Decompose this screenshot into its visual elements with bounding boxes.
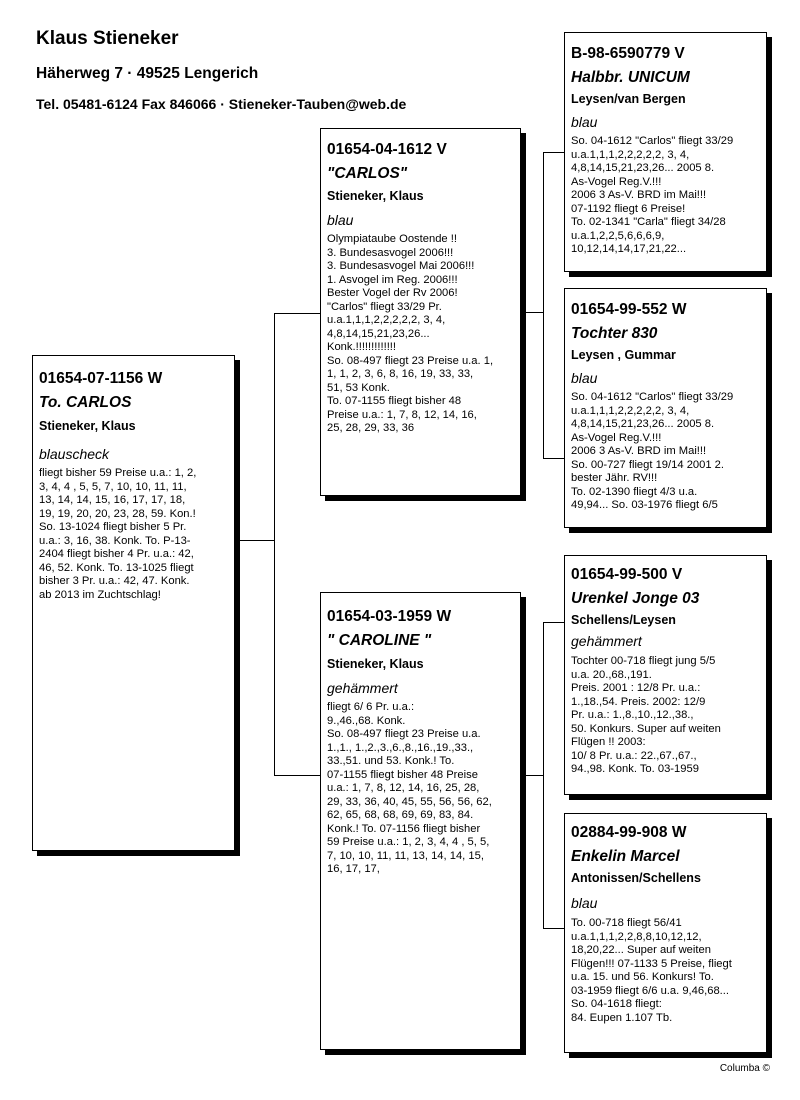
connector-mother-grandparents-vertical <box>543 622 544 929</box>
pigeon-name: Enkelin Marcel <box>571 848 680 865</box>
fathers-mother-card <box>564 288 767 528</box>
ring-number: 01654-99-500 V <box>571 566 683 583</box>
connector-mother-stub <box>521 775 543 776</box>
pigeon-color: blau <box>571 895 598 911</box>
pigeon-performance: Olympiataube Oostende !! 3. Bundesasvogel 2006!!! 3. Bundesasvogel Mai 2006!!! 1. Asvogel im Reg. 2006!!! Bester Vogel der Rv 2006! "Carlos" fliegt 33/29 Pr. u.a.1,1,1,2,2,2,2,2, 3, 4, 4,8,14,15,21,23,26... Konk.!!!!!!!!!!!!! So. 08-497 fliegt 23 Preise u.a. 1, 1, 1, 2, 3, 6, 8, 16, 19, 33, 33, 51, 53 Konk. To. 07-1155 fliegt bisher 48 Preise u.a.: 1, 7, 8, 12, 14, 16, 25, 28, 29, 33, 36 <box>327 233 494 434</box>
pigeon-owner: Stieneker, Klaus <box>327 189 424 203</box>
breeder-name: Klaus Stieneker <box>36 28 179 49</box>
pigeon-name: Halbbr. UNICUM <box>571 69 690 86</box>
connector-main-horizontal <box>235 540 275 541</box>
pigeon-performance: To. 00-718 fliegt 56/41 u.a.1,1,1,2,2,8,8,10,12,12, 18,20,22... Super auf weiten Flügen!!! 07-1133 5 Preise, fliegt u.a. 15. und 56. Konkurs! To. 03-1959 fliegt 6/6 u.a. 9,46,68... So. 04-1618 fliegt: 84. Eupen 1.107 Tb. <box>571 917 732 1024</box>
connector-mm-horizontal <box>543 928 564 929</box>
pigeon-performance: So. 04-1612 "Carlos" fliegt 33/29 u.a.1,1,1,2,2,2,2,2, 3, 4, 4,8,14,15,21,23,26... 2005 8. As-Vogel Reg.V.!!! 2006 3 As-V. BRD im Mai!!! So. 00-727 fliegt 19/14 2001 2. bester Jähr. RV!!! To. 02-1390 fliegt 4/3 u.a. 49,94... So. 03-1976 fliegt 6/5 <box>571 391 734 511</box>
pigeon-color: gehämmert <box>571 633 642 649</box>
ring-number: 01654-07-1156 W <box>39 370 163 387</box>
connector-father-grandparents-vertical <box>543 152 544 458</box>
connector-ff-horizontal <box>543 152 564 153</box>
ring-number: 02884-99-908 W <box>571 824 687 841</box>
connector-father-horizontal <box>274 313 320 314</box>
pigeon-name: Tochter 830 <box>571 325 658 342</box>
ring-number: B-98-6590779 V <box>571 45 685 62</box>
pigeon-color: blau <box>571 114 598 130</box>
ring-number: 01654-04-1612 V <box>327 141 447 158</box>
pigeon-performance: fliegt bisher 59 Preise u.a.: 1, 2, 3, 4, 4 , 5, 5, 7, 10, 10, 11, 11, 13, 14, 14, 15, 16, 17, 17, 18, 19, 19, 20, 20, 23, 28, 59. Kon.! So. 13-1024 fliegt bisher 5 Pr. u.a.: 3, 16, 38. Konk. To. P-13- 2404 fliegt bisher 4 Pr. u.a.: 42, 46, 52. Konk. To. 13-1025 fliegt bisher 3 Pr. u.a.: 42, 47. Konk. ab 2013 im Zuchtschlag! <box>39 467 197 601</box>
pigeon-color: blau <box>327 212 354 228</box>
connector-mother-horizontal <box>274 775 320 776</box>
pigeon-name: "CARLOS" <box>327 165 408 182</box>
pigeon-color: blau <box>571 370 598 386</box>
pigeon-performance: So. 04-1612 "Carlos" fliegt 33/29 u.a.1,1,1,2,2,2,2,2, 3, 4, 4,8,14,15,21,23,26... 2005 8. As-Vogel Reg.V.!!! 2006 3 As-V. BRD im Mai!!! 07-1192 fliegt 6 Preise! To. 02-1341 "Carla" fliegt 34/28 u.a.1,2,2,5,6,6,6,9, 10,12,14,14,17,21,22... <box>571 135 734 255</box>
connector-fm-horizontal <box>543 458 564 459</box>
pigeon-color: blauscheck <box>39 446 110 462</box>
mother-card <box>320 592 521 1050</box>
ring-number: 01654-03-1959 W <box>327 608 452 625</box>
breeder-address: Häherweg 7 · 49525 Lengerich <box>36 65 259 82</box>
pigeon-performance: fliegt 6/ 6 Pr. u.a.: 9.,46.,68. Konk. So. 08-497 fliegt 23 Preise u.a. 1.,1., 1.,2.,3.,6.,8.,16.,19.,33., 33.,51. und 53. Konk.! To. 07-1155 fliegt bisher 48 Preise u.a.: 1, 7, 8, 12, 14, 16, 25, 28, 29, 33, 36, 40, 45, 55, 56, 56, 62, 62, 65, 68, 68, 69, 69, 83, 84. Konk.! To. 07-1156 fliegt bisher 59 Preise u.a.: 1, 2, 3, 4, 4 , 5, 5, 7, 10, 10, 11, 11, 13, 14, 14, 15, 16, 17, 17, <box>327 701 492 875</box>
connector-father-stub <box>521 312 543 313</box>
breeder-contact: Tel. 05481-6124 Fax 846066 · Stieneker-Tauben@web.de <box>36 96 407 112</box>
mothers-father-card <box>564 555 767 795</box>
pigeon-name: " CAROLINE " <box>327 632 432 649</box>
connector-mf-horizontal <box>543 622 564 623</box>
pigeon-performance: Tochter 00-718 fliegt jung 5/5 u.a. 20.,68.,191. Preis. 2001 : 12/8 Pr. u.a.: 1.,18.,54. Preis. 2002: 12/9 Pr. u.a.: 1.,8.,10.,12.,38., 50. Konkurs. Super auf weiten Flügen !! 2003: 10/ 8 Pr. u.a.: 22.,67.,67., 94.,98. Konk. To. 03-1959 <box>571 655 721 775</box>
ring-number: 01654-99-552 W <box>571 301 687 318</box>
pigeon-owner: Leysen/van Bergen <box>571 92 686 106</box>
fathers-father-card <box>564 32 767 272</box>
connector-parents-vertical <box>274 313 275 775</box>
father-card <box>320 128 521 496</box>
pigeon-owner: Leysen , Gummar <box>571 348 676 362</box>
footer-credit: Columba © <box>719 1063 770 1074</box>
pigeon-name: To. CARLOS <box>39 394 132 411</box>
pigeon-owner: Schellens/Leysen <box>571 613 676 627</box>
mothers-mother-card <box>564 813 767 1053</box>
pigeon-owner: Stieneker, Klaus <box>39 419 136 433</box>
pigeon-name: Urenkel Jonge 03 <box>571 590 700 607</box>
pigeon-owner: Stieneker, Klaus <box>327 657 424 671</box>
main-pigeon-card <box>32 355 235 851</box>
pigeon-color: gehämmert <box>327 680 398 696</box>
pigeon-owner: Antonissen/Schellens <box>571 871 701 885</box>
